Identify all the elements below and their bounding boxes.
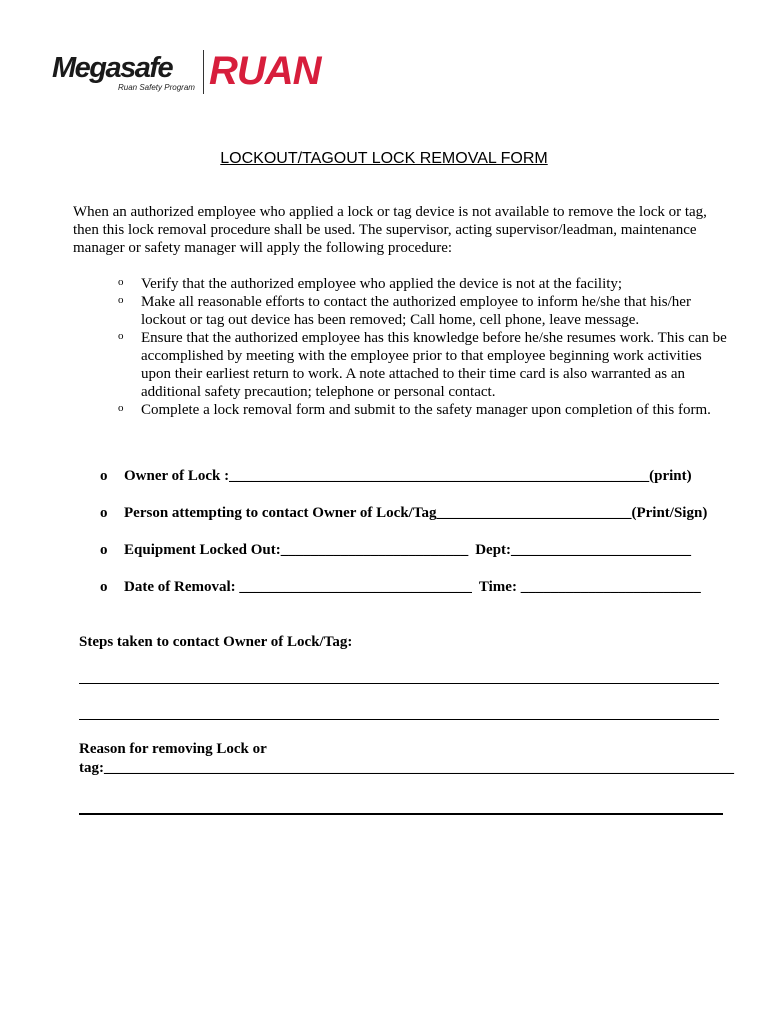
owner-of-lock-label: Owner of Lock :________________________________________________________(print) [124,468,692,484]
reason-line: tag:____________________________________________________________________________________ [79,760,734,776]
procedure-list [118,275,728,419]
bullet-marker: o [118,294,124,306]
steps-line-2[interactable] [79,719,719,720]
person-contacting-label: Person attempting to contact Owner of Lock/Tag__________________________(Print/Sign) [124,505,708,521]
procedure-text: Make all reasonable efforts to contact the authorized employee to inform he/she that his/her lockout or tag out device has been removed; Call home, cell phone, leave message. [141,294,691,328]
intro-paragraph: When an authorized employee who applied a lock or tag device is not available to remove the lock or tag, then this lock removal procedure shall be used. The supervisor, acting supervisor/leadman, maintenance manager or safety manager will apply the following procedure: [73,204,707,256]
procedure-text: Complete a lock removal form and submit to the safety manager upon completion of this form. [141,402,711,418]
dept-label: Dept:________________________ [475,542,692,558]
form-title: LOCKOUT/TAGOUT LOCK REMOVAL FORM [220,150,548,167]
person-contacting-field[interactable] [100,505,707,522]
bullet-marker: o [100,505,108,521]
logo-subtitle: Ruan Safety Program [118,83,195,92]
procedure-text: Ensure that the authorized employee has this knowledge before he/she resumes work. This can be accomplished by meeting with the employee prior to that employee beginning work activities upon their earliest return to work. A note attached to their time card is also warranted as an additional safety precaution; telephone or personal contact. [141,330,727,400]
steps-taken-label: Steps taken to contact Owner of Lock/Tag: [79,634,353,650]
reason-label: Reason for removing Lock or [79,741,267,757]
logo-divider [203,50,204,94]
bullet-marker: o [118,330,124,342]
bullet-marker: o [100,468,108,484]
time-label: Time: ________________________ [478,579,701,595]
logo-megasafe: Megasafe [52,52,173,84]
date-time-field[interactable] [100,579,701,596]
procedure-item [118,329,728,401]
procedure-item [118,401,728,419]
bullet-marker: o [100,542,108,558]
bullet-marker: o [100,579,108,595]
bullet-marker: o [118,276,124,288]
steps-line-1[interactable] [79,683,719,684]
company-logo [52,50,352,96]
procedure-text: Verify that the authorized employee who applied the device is not at the facility; [141,276,623,292]
owner-of-lock-field[interactable] [100,468,692,485]
reason-line-2[interactable] [79,813,723,815]
logo-ruan: RUAN [209,49,321,93]
procedure-item [118,293,728,329]
reason-field[interactable] [79,740,734,778]
bullet-marker: o [118,402,124,414]
equipment-locked-out-label: Equipment Locked Out:_________________________ [124,542,469,558]
procedure-item [118,275,728,293]
date-of-removal-label: Date of Removal: _______________________________ [124,579,472,595]
equipment-dept-field[interactable] [100,542,691,559]
